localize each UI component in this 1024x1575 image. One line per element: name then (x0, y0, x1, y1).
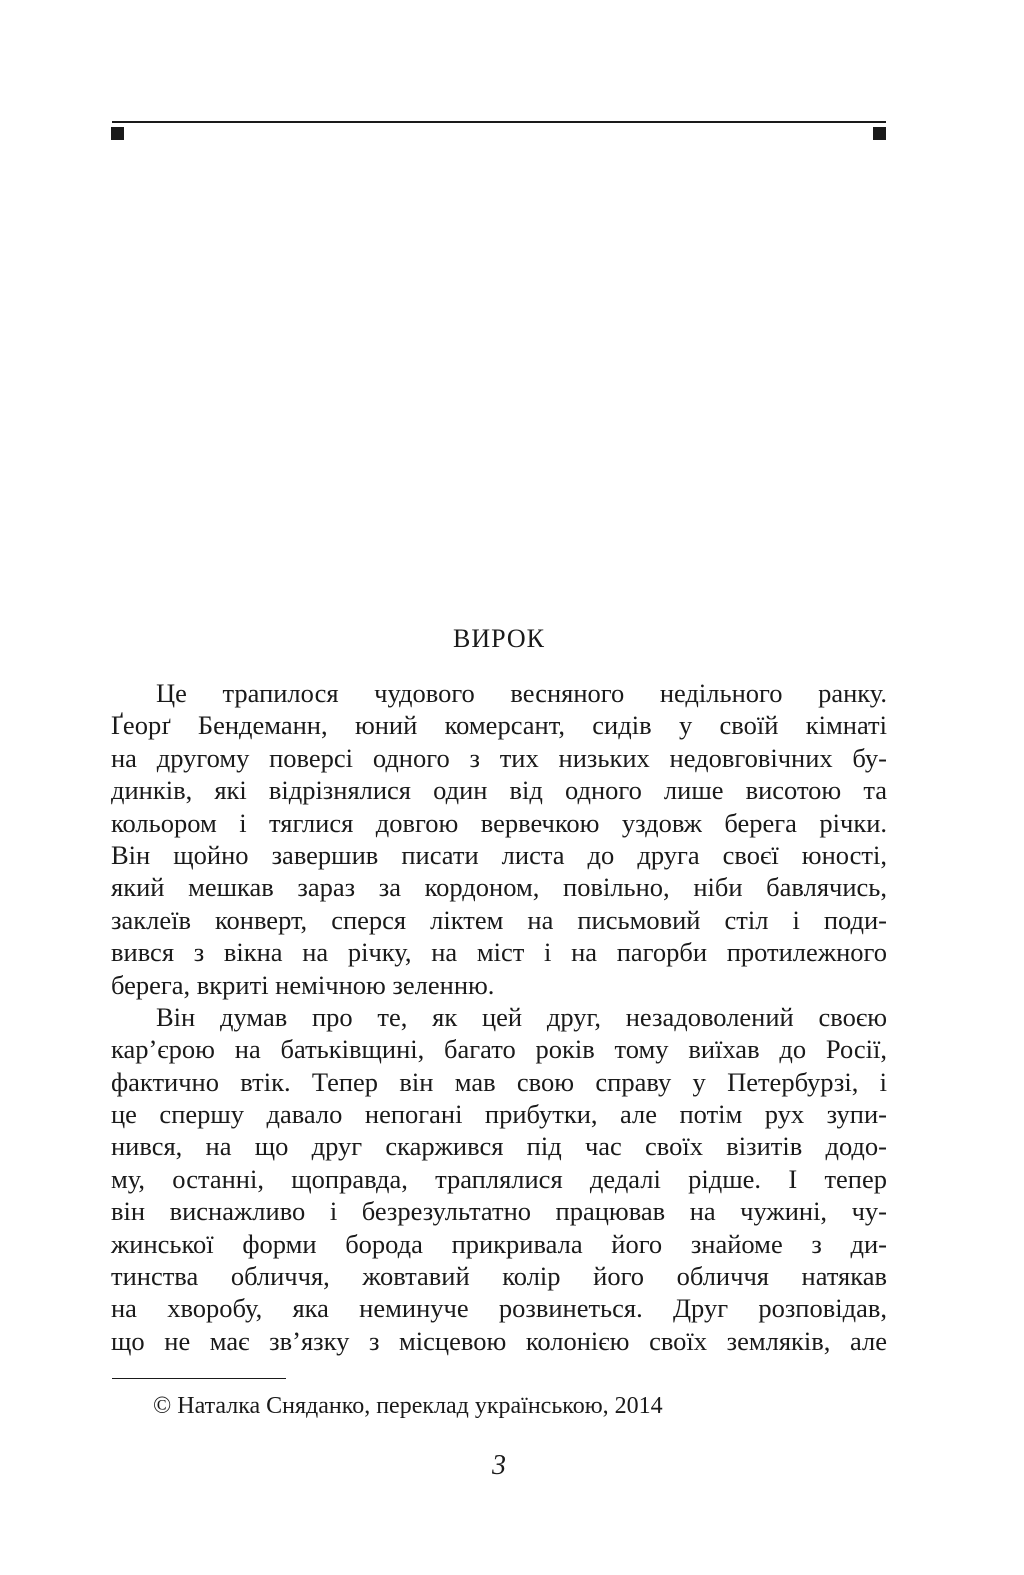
text-line: він виснажливо і безрезультатно працював на чужині, чу- (111, 1196, 887, 1227)
text-line: фактично втік. Тепер він мав свою справу у Петербурзі, і (111, 1066, 887, 1097)
story-title: ВИРОК (452, 624, 545, 653)
body-text (111, 677, 887, 1357)
text-line: що не має зв’язку з місцевою колонією своїх земляків, але (111, 1325, 887, 1356)
text-line: нився, на що друг скаржився під час своїх візитів додо- (111, 1131, 887, 1162)
text-line: на другому поверсі одного з тих низьких недовговічних бу- (111, 742, 887, 773)
text-line: заклеїв конверт, сперся ліктем на письмовий стіл і поди- (111, 904, 887, 935)
copyright-footnote: © Наталка Сняданко, переклад українською, 2014 (153, 1393, 663, 1419)
text-line: тинства обличчя, жовтавий колір його обличчя натякав (111, 1261, 887, 1292)
text-line: це спершу давало непогані прибутки, але потім рух зупи- (111, 1099, 887, 1130)
text-line: Це трапилося чудового весняного недільного ранку. (156, 678, 887, 708)
text-line: му, останні, щоправда, траплялися дедалі рідше. І тепер (111, 1163, 887, 1194)
text-line: вився з вікна на річку, на міст і на пагорби протилежного (111, 937, 887, 968)
text-line: Ґеорґ Бендеманн, юний комерсант, сидів у своїй кімнаті (111, 710, 887, 741)
text-line: Він думав про те, як цей друг, незадоволений своєю (156, 1001, 887, 1032)
header-square-left-icon (111, 127, 124, 140)
page-number: 3 (492, 1450, 506, 1481)
text-line: берега, вкриті немічною зеленню. (111, 969, 495, 1000)
header-rule (112, 121, 886, 123)
text-line: Він щойно завершив писати листа до друга своєї юності, (111, 839, 887, 870)
text-line: динків, які відрізнялися один від одного лише висотою та (111, 775, 887, 806)
text-line: жинської форми борода прикривала його знайоме з ди- (111, 1228, 887, 1259)
text-line: на хворобу, яка неминуче розвинеться. Друг розповідав, (111, 1293, 887, 1324)
text-line: кольором і тяглися довгою вервечкою уздовж берега річки. (111, 807, 887, 838)
footnote-rule (112, 1378, 286, 1379)
text-line: кар’єрою на батьківщині, багато років тому виїхав до Росії, (111, 1034, 887, 1065)
text-line: який мешкав зараз за кордоном, повільно, ніби бавлячись, (111, 872, 887, 903)
header-square-right-icon (873, 127, 886, 140)
